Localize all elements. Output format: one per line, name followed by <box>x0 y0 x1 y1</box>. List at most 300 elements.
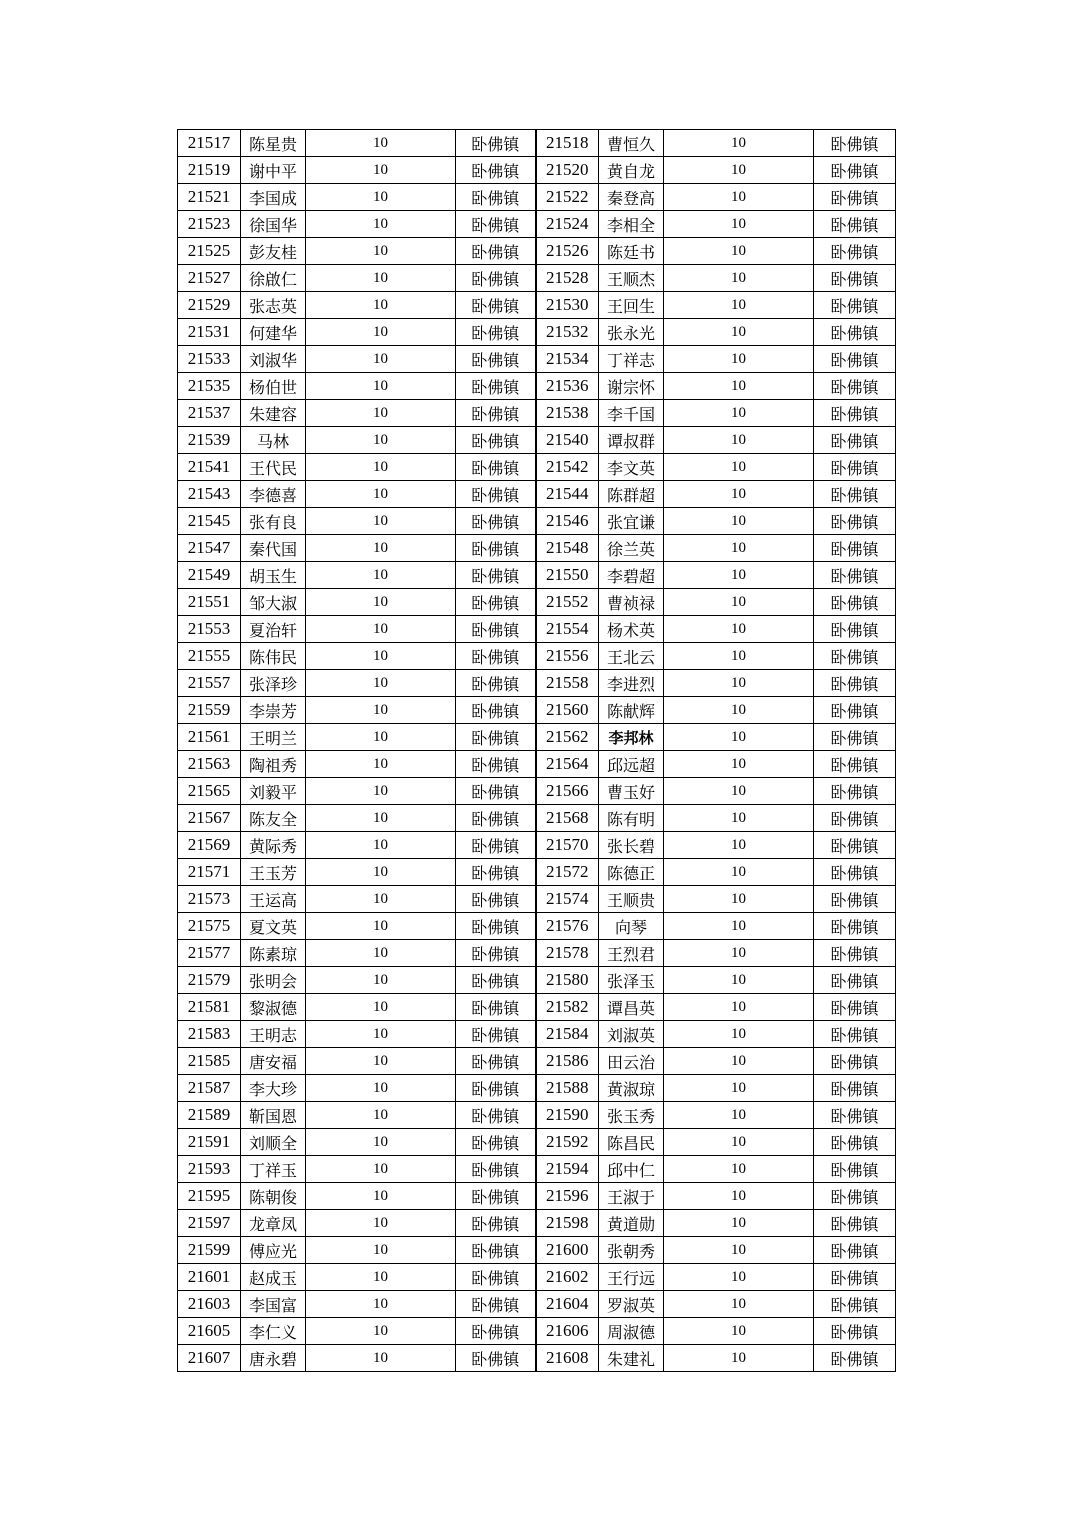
amount-cell: 10 <box>306 616 456 643</box>
town-cell: 卧佛镇 <box>456 508 536 535</box>
amount-cell: 10 <box>664 292 814 319</box>
town-cell: 卧佛镇 <box>456 184 536 211</box>
person-name-cell: 刘淑英 <box>599 1021 664 1048</box>
record-number-cell: 21564 <box>536 751 599 778</box>
amount-cell: 10 <box>306 184 456 211</box>
record-number-cell: 21543 <box>178 481 241 508</box>
record-number-cell: 21518 <box>536 130 599 157</box>
town-cell: 卧佛镇 <box>814 1183 896 1210</box>
person-name-cell: 徐兰英 <box>599 535 664 562</box>
amount-cell: 10 <box>306 1156 456 1183</box>
table-row <box>178 832 896 859</box>
amount-cell: 10 <box>664 265 814 292</box>
record-number-cell: 21576 <box>536 913 599 940</box>
table-row <box>178 265 896 292</box>
person-name-cell: 陈伟民 <box>241 643 306 670</box>
person-name-cell: 朱建礼 <box>599 1345 664 1372</box>
person-name-cell: 张志英 <box>241 292 306 319</box>
town-cell: 卧佛镇 <box>456 1318 536 1345</box>
amount-cell: 10 <box>306 454 456 481</box>
record-number-cell: 21560 <box>536 697 599 724</box>
town-cell: 卧佛镇 <box>456 1345 536 1372</box>
person-name-cell: 陈朝俊 <box>241 1183 306 1210</box>
person-name-cell: 王运高 <box>241 886 306 913</box>
person-name-cell: 龙章凤 <box>241 1210 306 1237</box>
amount-cell: 10 <box>306 535 456 562</box>
town-cell: 卧佛镇 <box>814 454 896 481</box>
person-name-cell: 秦代国 <box>241 535 306 562</box>
person-name-cell: 陈献辉 <box>599 697 664 724</box>
record-number-cell: 21562 <box>536 724 599 751</box>
table-row <box>178 184 896 211</box>
person-name-cell: 王烈君 <box>599 940 664 967</box>
person-name-cell: 李文英 <box>599 454 664 481</box>
amount-cell: 10 <box>306 643 456 670</box>
record-number-cell: 21583 <box>178 1021 241 1048</box>
amount-cell: 10 <box>306 400 456 427</box>
record-number-cell: 21546 <box>536 508 599 535</box>
person-name-cell: 王顺杰 <box>599 265 664 292</box>
person-name-cell: 周淑德 <box>599 1318 664 1345</box>
record-number-cell: 21528 <box>536 265 599 292</box>
table-row <box>178 994 896 1021</box>
amount-cell: 10 <box>306 346 456 373</box>
table-row <box>178 805 896 832</box>
town-cell: 卧佛镇 <box>814 913 896 940</box>
person-name-cell: 张朝秀 <box>599 1237 664 1264</box>
amount-cell: 10 <box>664 994 814 1021</box>
table-row <box>178 1183 896 1210</box>
table-row <box>178 1156 896 1183</box>
record-number-cell: 21534 <box>536 346 599 373</box>
table-row <box>178 346 896 373</box>
person-name-cell: 王淑于 <box>599 1183 664 1210</box>
person-name-cell: 朱建容 <box>241 400 306 427</box>
amount-cell: 10 <box>664 454 814 481</box>
amount-cell: 10 <box>306 211 456 238</box>
amount-cell: 10 <box>664 319 814 346</box>
record-number-cell: 21567 <box>178 805 241 832</box>
record-number-cell: 21577 <box>178 940 241 967</box>
amount-cell: 10 <box>664 751 814 778</box>
amount-cell: 10 <box>306 967 456 994</box>
town-cell: 卧佛镇 <box>814 427 896 454</box>
person-name-cell: 靳国恩 <box>241 1102 306 1129</box>
record-number-cell: 21529 <box>178 292 241 319</box>
record-number-cell: 21586 <box>536 1048 599 1075</box>
amount-cell: 10 <box>306 319 456 346</box>
town-cell: 卧佛镇 <box>814 994 896 1021</box>
table-row <box>178 1129 896 1156</box>
person-name-cell: 黄淑琼 <box>599 1075 664 1102</box>
town-cell: 卧佛镇 <box>456 400 536 427</box>
table-row <box>178 1210 896 1237</box>
town-cell: 卧佛镇 <box>456 157 536 184</box>
amount-cell: 10 <box>306 1129 456 1156</box>
town-cell: 卧佛镇 <box>456 319 536 346</box>
record-number-cell: 21535 <box>178 373 241 400</box>
person-name-cell: 黄道勋 <box>599 1210 664 1237</box>
record-number-cell: 21539 <box>178 427 241 454</box>
record-number-cell: 21588 <box>536 1075 599 1102</box>
record-number-cell: 21547 <box>178 535 241 562</box>
amount-cell: 10 <box>306 589 456 616</box>
record-number-cell: 21581 <box>178 994 241 1021</box>
town-cell: 卧佛镇 <box>814 373 896 400</box>
record-number-cell: 21521 <box>178 184 241 211</box>
record-number-cell: 21580 <box>536 967 599 994</box>
town-cell: 卧佛镇 <box>814 778 896 805</box>
amount-cell: 10 <box>664 1318 814 1345</box>
town-cell: 卧佛镇 <box>456 778 536 805</box>
record-number-cell: 21519 <box>178 157 241 184</box>
town-cell: 卧佛镇 <box>814 940 896 967</box>
table-row <box>178 211 896 238</box>
table-row <box>178 724 896 751</box>
town-cell: 卧佛镇 <box>814 1129 896 1156</box>
town-cell: 卧佛镇 <box>456 535 536 562</box>
amount-cell: 10 <box>306 265 456 292</box>
amount-cell: 10 <box>306 1237 456 1264</box>
amount-cell: 10 <box>664 616 814 643</box>
record-number-cell: 21538 <box>536 400 599 427</box>
person-name-cell: 杨术英 <box>599 616 664 643</box>
record-number-cell: 21555 <box>178 643 241 670</box>
person-name-cell: 王北云 <box>599 643 664 670</box>
person-name-cell: 李邦林 <box>599 724 664 751</box>
person-name-cell: 黄自龙 <box>599 157 664 184</box>
record-number-cell: 21544 <box>536 481 599 508</box>
record-number-cell: 21557 <box>178 670 241 697</box>
town-cell: 卧佛镇 <box>456 562 536 589</box>
town-cell: 卧佛镇 <box>814 967 896 994</box>
amount-cell: 10 <box>664 1075 814 1102</box>
table-row <box>178 373 896 400</box>
record-number-cell: 21554 <box>536 616 599 643</box>
amount-cell: 10 <box>664 1264 814 1291</box>
town-cell: 卧佛镇 <box>456 1291 536 1318</box>
person-name-cell: 丁祥志 <box>599 346 664 373</box>
record-number-cell: 21571 <box>178 859 241 886</box>
person-name-cell: 邱中仁 <box>599 1156 664 1183</box>
record-number-cell: 21561 <box>178 724 241 751</box>
record-number-cell: 21595 <box>178 1183 241 1210</box>
person-name-cell: 张永光 <box>599 319 664 346</box>
record-number-cell: 21530 <box>536 292 599 319</box>
record-number-cell: 21582 <box>536 994 599 1021</box>
record-number-cell: 21590 <box>536 1102 599 1129</box>
amount-cell: 10 <box>306 724 456 751</box>
amount-cell: 10 <box>664 805 814 832</box>
person-name-cell: 田云治 <box>599 1048 664 1075</box>
town-cell: 卧佛镇 <box>456 940 536 967</box>
amount-cell: 10 <box>664 1102 814 1129</box>
record-number-cell: 21587 <box>178 1075 241 1102</box>
amount-cell: 10 <box>664 697 814 724</box>
town-cell: 卧佛镇 <box>814 1021 896 1048</box>
record-number-cell: 21558 <box>536 670 599 697</box>
amount-cell: 10 <box>664 670 814 697</box>
person-name-cell: 陈群超 <box>599 481 664 508</box>
amount-cell: 10 <box>306 481 456 508</box>
record-number-cell: 21579 <box>178 967 241 994</box>
person-name-cell: 陈星贵 <box>241 130 306 157</box>
person-name-cell: 陈友全 <box>241 805 306 832</box>
person-name-cell: 傅应光 <box>241 1237 306 1264</box>
table-row <box>178 886 896 913</box>
town-cell: 卧佛镇 <box>814 1345 896 1372</box>
person-name-cell: 刘毅平 <box>241 778 306 805</box>
amount-cell: 10 <box>306 670 456 697</box>
person-name-cell: 杨伯世 <box>241 373 306 400</box>
record-number-cell: 21569 <box>178 832 241 859</box>
person-name-cell: 张有良 <box>241 508 306 535</box>
record-number-cell: 21549 <box>178 562 241 589</box>
record-number-cell: 21556 <box>536 643 599 670</box>
amount-cell: 10 <box>306 427 456 454</box>
amount-cell: 10 <box>664 184 814 211</box>
table-row <box>178 130 896 157</box>
record-number-cell: 21532 <box>536 319 599 346</box>
amount-cell: 10 <box>664 508 814 535</box>
person-name-cell: 王行远 <box>599 1264 664 1291</box>
amount-cell: 10 <box>306 940 456 967</box>
amount-cell: 10 <box>664 400 814 427</box>
amount-cell: 10 <box>306 508 456 535</box>
town-cell: 卧佛镇 <box>814 832 896 859</box>
table-row <box>178 670 896 697</box>
record-number-cell: 21536 <box>536 373 599 400</box>
amount-cell: 10 <box>306 832 456 859</box>
record-number-cell: 21550 <box>536 562 599 589</box>
table-row <box>178 1048 896 1075</box>
table-row <box>178 697 896 724</box>
town-cell: 卧佛镇 <box>456 1237 536 1264</box>
town-cell: 卧佛镇 <box>814 1156 896 1183</box>
record-number-cell: 21602 <box>536 1264 599 1291</box>
town-cell: 卧佛镇 <box>456 670 536 697</box>
amount-cell: 10 <box>306 562 456 589</box>
table-row <box>178 1345 896 1372</box>
amount-cell: 10 <box>664 130 814 157</box>
person-name-cell: 张泽珍 <box>241 670 306 697</box>
amount-cell: 10 <box>306 751 456 778</box>
record-number-cell: 21545 <box>178 508 241 535</box>
record-number-cell: 21553 <box>178 616 241 643</box>
person-name-cell: 李进烈 <box>599 670 664 697</box>
record-number-cell: 21592 <box>536 1129 599 1156</box>
allowance-table <box>177 129 896 1372</box>
table-row <box>178 913 896 940</box>
person-name-cell: 马林 <box>241 427 306 454</box>
person-name-cell: 张明会 <box>241 967 306 994</box>
table-row <box>178 1264 896 1291</box>
person-name-cell: 李崇芳 <box>241 697 306 724</box>
person-name-cell: 李仁义 <box>241 1318 306 1345</box>
person-name-cell: 刘顺全 <box>241 1129 306 1156</box>
amount-cell: 10 <box>306 1291 456 1318</box>
record-number-cell: 21526 <box>536 238 599 265</box>
town-cell: 卧佛镇 <box>814 859 896 886</box>
amount-cell: 10 <box>306 1048 456 1075</box>
record-number-cell: 21574 <box>536 886 599 913</box>
amount-cell: 10 <box>664 1156 814 1183</box>
person-name-cell: 罗淑英 <box>599 1291 664 1318</box>
record-number-cell: 21533 <box>178 346 241 373</box>
record-number-cell: 21565 <box>178 778 241 805</box>
amount-cell: 10 <box>306 697 456 724</box>
table-row <box>178 967 896 994</box>
table-row <box>178 1102 896 1129</box>
person-name-cell: 陈有明 <box>599 805 664 832</box>
person-name-cell: 王回生 <box>599 292 664 319</box>
town-cell: 卧佛镇 <box>456 481 536 508</box>
town-cell: 卧佛镇 <box>814 130 896 157</box>
person-name-cell: 张玉秀 <box>599 1102 664 1129</box>
record-number-cell: 21605 <box>178 1318 241 1345</box>
record-number-cell: 21573 <box>178 886 241 913</box>
town-cell: 卧佛镇 <box>814 319 896 346</box>
person-name-cell: 徐啟仁 <box>241 265 306 292</box>
town-cell: 卧佛镇 <box>814 292 896 319</box>
amount-cell: 10 <box>664 535 814 562</box>
person-name-cell: 邱远超 <box>599 751 664 778</box>
person-name-cell: 邹大淑 <box>241 589 306 616</box>
record-number-cell: 21525 <box>178 238 241 265</box>
town-cell: 卧佛镇 <box>456 292 536 319</box>
record-number-cell: 21601 <box>178 1264 241 1291</box>
record-number-cell: 21599 <box>178 1237 241 1264</box>
town-cell: 卧佛镇 <box>456 832 536 859</box>
amount-cell: 10 <box>306 157 456 184</box>
table-row <box>178 616 896 643</box>
record-number-cell: 21603 <box>178 1291 241 1318</box>
person-name-cell: 夏治轩 <box>241 616 306 643</box>
person-name-cell: 张泽玉 <box>599 967 664 994</box>
record-number-cell: 21575 <box>178 913 241 940</box>
amount-cell: 10 <box>306 886 456 913</box>
amount-cell: 10 <box>664 832 814 859</box>
record-number-cell: 21570 <box>536 832 599 859</box>
amount-cell: 10 <box>664 778 814 805</box>
person-name-cell: 刘淑华 <box>241 346 306 373</box>
record-number-cell: 21541 <box>178 454 241 481</box>
amount-cell: 10 <box>664 886 814 913</box>
town-cell: 卧佛镇 <box>814 1102 896 1129</box>
record-number-cell: 21578 <box>536 940 599 967</box>
table-row <box>178 454 896 481</box>
table-row <box>178 859 896 886</box>
person-name-cell: 曹恒久 <box>599 130 664 157</box>
table-row <box>178 751 896 778</box>
town-cell: 卧佛镇 <box>456 697 536 724</box>
record-number-cell: 21559 <box>178 697 241 724</box>
amount-cell: 10 <box>664 589 814 616</box>
person-name-cell: 张长碧 <box>599 832 664 859</box>
table-row <box>178 562 896 589</box>
table-row <box>178 400 896 427</box>
town-cell: 卧佛镇 <box>814 1318 896 1345</box>
town-cell: 卧佛镇 <box>456 1102 536 1129</box>
town-cell: 卧佛镇 <box>456 1129 536 1156</box>
person-name-cell: 向琴 <box>599 913 664 940</box>
town-cell: 卧佛镇 <box>814 1291 896 1318</box>
town-cell: 卧佛镇 <box>456 130 536 157</box>
person-name-cell: 李千国 <box>599 400 664 427</box>
town-cell: 卧佛镇 <box>456 1156 536 1183</box>
person-name-cell: 赵成玉 <box>241 1264 306 1291</box>
amount-cell: 10 <box>664 1021 814 1048</box>
person-name-cell: 陈昌民 <box>599 1129 664 1156</box>
amount-cell: 10 <box>664 913 814 940</box>
table-row <box>178 238 896 265</box>
amount-cell: 10 <box>664 427 814 454</box>
town-cell: 卧佛镇 <box>814 886 896 913</box>
town-cell: 卧佛镇 <box>456 643 536 670</box>
amount-cell: 10 <box>664 157 814 184</box>
person-name-cell: 李德喜 <box>241 481 306 508</box>
amount-cell: 10 <box>664 859 814 886</box>
amount-cell: 10 <box>306 1102 456 1129</box>
record-number-cell: 21563 <box>178 751 241 778</box>
record-number-cell: 21568 <box>536 805 599 832</box>
town-cell: 卧佛镇 <box>456 886 536 913</box>
record-number-cell: 21537 <box>178 400 241 427</box>
record-number-cell: 21523 <box>178 211 241 238</box>
person-name-cell: 陈素琼 <box>241 940 306 967</box>
person-name-cell: 唐永碧 <box>241 1345 306 1372</box>
person-name-cell: 黄际秀 <box>241 832 306 859</box>
town-cell: 卧佛镇 <box>456 1183 536 1210</box>
amount-cell: 10 <box>664 1129 814 1156</box>
amount-cell: 10 <box>306 1318 456 1345</box>
person-name-cell: 秦登高 <box>599 184 664 211</box>
record-number-cell: 21517 <box>178 130 241 157</box>
table-row <box>178 1237 896 1264</box>
amount-cell: 10 <box>306 859 456 886</box>
record-number-cell: 21551 <box>178 589 241 616</box>
amount-cell: 10 <box>306 1345 456 1372</box>
amount-cell: 10 <box>664 238 814 265</box>
person-name-cell: 王明兰 <box>241 724 306 751</box>
town-cell: 卧佛镇 <box>456 373 536 400</box>
person-name-cell: 王明志 <box>241 1021 306 1048</box>
person-name-cell: 谢中平 <box>241 157 306 184</box>
town-cell: 卧佛镇 <box>814 481 896 508</box>
town-cell: 卧佛镇 <box>814 670 896 697</box>
record-number-cell: 21542 <box>536 454 599 481</box>
record-number-cell: 21548 <box>536 535 599 562</box>
town-cell: 卧佛镇 <box>814 805 896 832</box>
town-cell: 卧佛镇 <box>814 697 896 724</box>
town-cell: 卧佛镇 <box>814 643 896 670</box>
town-cell: 卧佛镇 <box>456 751 536 778</box>
person-name-cell: 王代民 <box>241 454 306 481</box>
table-row <box>178 940 896 967</box>
table-row <box>178 643 896 670</box>
table-row <box>178 481 896 508</box>
town-cell: 卧佛镇 <box>814 184 896 211</box>
amount-cell: 10 <box>306 805 456 832</box>
record-number-cell: 21597 <box>178 1210 241 1237</box>
table-row <box>178 1318 896 1345</box>
table-body <box>178 130 896 1372</box>
person-name-cell: 陈廷书 <box>599 238 664 265</box>
town-cell: 卧佛镇 <box>456 589 536 616</box>
town-cell: 卧佛镇 <box>814 238 896 265</box>
town-cell: 卧佛镇 <box>814 400 896 427</box>
person-name-cell: 王玉芳 <box>241 859 306 886</box>
